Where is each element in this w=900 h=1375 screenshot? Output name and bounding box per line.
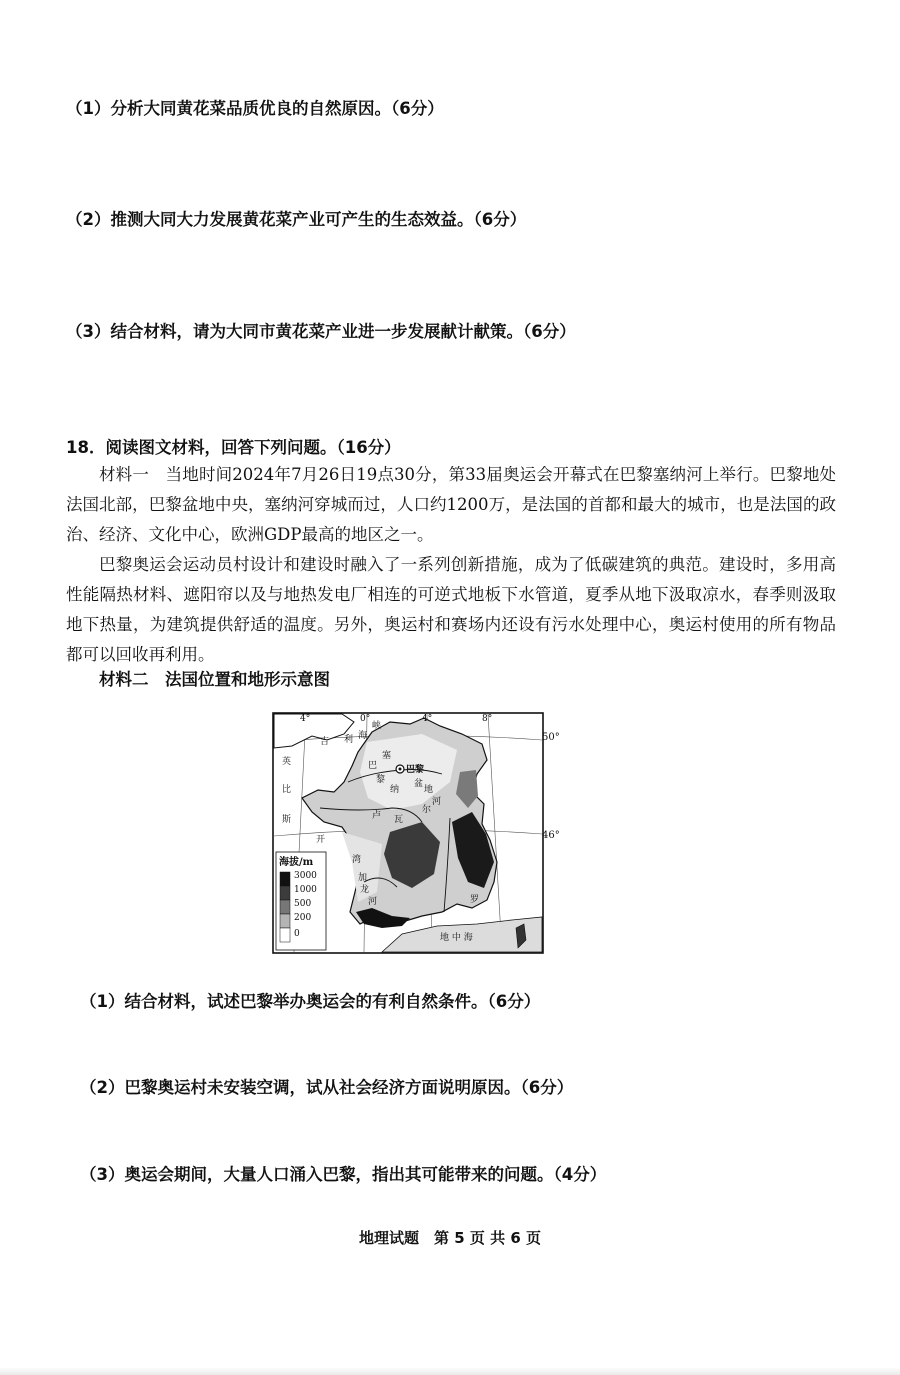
label-seine-2: 纳 (390, 785, 400, 795)
label-loire-1: 卢 (372, 811, 382, 821)
label-biscay-3: 开 (316, 835, 326, 845)
legend-swatch-1000 (280, 886, 290, 900)
label-garonne-1: 加 (358, 873, 368, 883)
material-2-title: 材料二 法国位置和地形示意图 (99, 670, 330, 689)
question-18-1: （1）结合材料，试述巴黎举办奥运会的有利自然条件。（6分） (80, 992, 541, 1011)
label-seine-1: 塞 (382, 751, 392, 761)
legend-swatch-200 (280, 914, 290, 928)
legend-swatch-0 (280, 928, 290, 942)
lon-label-4w: 4° (300, 714, 311, 724)
legend-swatch-3000 (280, 872, 290, 886)
france-map-svg (272, 712, 544, 954)
label-strait-2: 海 (358, 731, 368, 741)
lat-label-46: 46° (542, 830, 560, 841)
lat-label-50: 50° (542, 732, 560, 743)
label-basin-4: 地 (424, 785, 434, 795)
label-basin-2: 黎 (376, 775, 386, 785)
material-1-paragraph-2: 巴黎奥运会运动员村设计和建设时融入了一系列创新措施，成为了低碳建筑的典范。建设时，多用高性能隔热材料、遮阳帘以及与地热发电厂相连的可逆式地板下水管道，夏季从地下汲取凉水，春季则汲取地下热量，为建筑提供舒适的温度。另外，奥运村和赛场内还设有污水处理中心，奥运村使用的所有物品都可以回收再利用。 (66, 555, 836, 664)
legend-value-500: 500 (294, 899, 312, 909)
label-basin-1: 巴 (368, 761, 378, 771)
lon-label-0: 0° (360, 714, 371, 724)
legend-value-0: 0 (294, 929, 300, 939)
france-terrain-map (272, 712, 560, 954)
label-channel: 利 (344, 735, 354, 745)
question-18-header: 18．阅读图文材料，回答下列问题。（16分） (66, 438, 401, 457)
label-loire-2: 瓦 (394, 815, 404, 825)
question-17-3: （3）结合材料，请为大同市黄花菜产业进一步发展献计献策。（6分） (66, 322, 576, 341)
label-english-1: 英 (282, 757, 292, 767)
legend-value-1000: 1000 (294, 885, 317, 895)
label-basin-3: 盆 (414, 779, 424, 789)
question-18-2: （2）巴黎奥运村未安装空调，试从社会经济方面说明原因。（6分） (80, 1078, 574, 1097)
question-18-3: （3）奥运会期间，大量人口涌入巴黎，指出其可能带来的问题。（4分） (80, 1165, 607, 1184)
label-loire-3: 尔 (422, 805, 432, 815)
material-1-paragraph-1: 材料一 当地时间2024年7月26日19点30分，第33届奥运会开幕式在巴黎塞纳河上举行。巴黎地处法国北部，巴黎盆地中央，塞纳河穿城而过，人口约1200万，是法国的首都和最大的城市，也是法国的政治、经济、文化中心，欧洲GDP最高的地区之一。 (66, 465, 836, 544)
label-garonne-2: 龙 (360, 885, 370, 895)
label-english-2: 吉 (320, 737, 330, 747)
label-garonne-3: 河 (368, 897, 378, 907)
lon-label-4e: 4° (422, 714, 433, 724)
question-17-2: （2）推测大同大力发展黄花菜产业可产生的生态效益。（6分） (66, 210, 527, 229)
label-biscay-1: 比 (282, 785, 292, 795)
legend-swatch-500 (280, 900, 290, 914)
legend-title: 海拔/m (279, 857, 314, 868)
paris-marker-dot (399, 768, 402, 771)
label-strait: 峡 (372, 721, 382, 731)
lon-label-8e: 8° (482, 714, 493, 724)
label-seine-3: 河 (432, 797, 442, 807)
elevation-legend (276, 852, 326, 950)
question-17-1: （1）分析大同黄花菜品质优良的自然原因。（6分） (66, 99, 444, 118)
label-paris: 巴黎 (406, 765, 425, 775)
label-biscay-2: 斯 (282, 815, 292, 825)
label-rhone: 罗 (470, 895, 480, 905)
scan-edge (0, 1367, 900, 1375)
legend-value-200: 200 (294, 913, 312, 923)
label-biscay-4: 湾 (352, 855, 362, 865)
legend-value-3000: 3000 (294, 871, 317, 881)
page-footer: 地理试题 第 5 页 共 6 页 (359, 1229, 541, 1247)
label-mediterranean: 地 中 海 (440, 933, 473, 943)
